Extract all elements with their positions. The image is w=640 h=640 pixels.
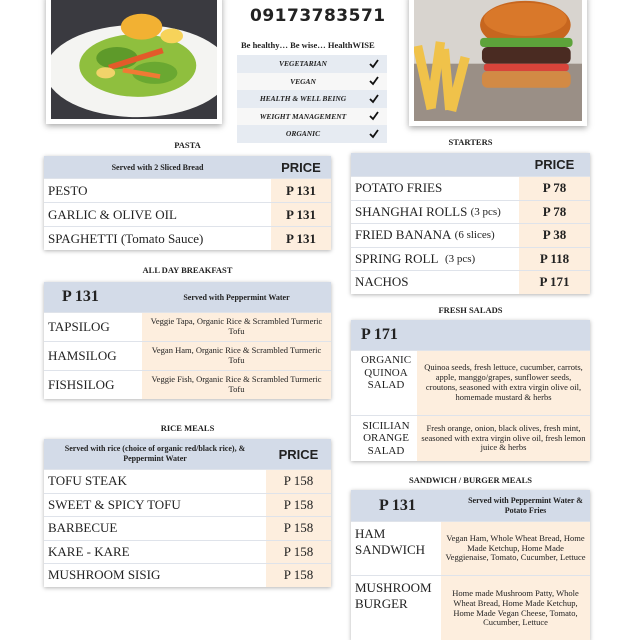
rice-table	[44, 439, 331, 587]
item-description: Quinoa seeds, fresh lettuce, cucumber, carrots, apple, manggo/grapes, sunflower seeds, croutons, seasoned with extra virgin olive oil, homemade mustard & herbs	[417, 351, 590, 415]
item-name: FISHSILOG	[48, 377, 115, 392]
item-name: SICILIAN ORANGE SALAD	[362, 419, 410, 457]
sandwich-title: SANDWICH / BURGER MEALS	[408, 475, 533, 485]
item-description: Home made Mushroom Patty, Whole Wheat Bread, Home Made Ketchup, Home Made Vegan Cheese, Tomato, Cucumber, Lettuce	[441, 576, 590, 640]
item-name: SPAGHETTI (Tomato Sauce)	[48, 230, 204, 246]
breakfast-price: P 131	[62, 288, 99, 305]
starters-table	[351, 153, 590, 294]
feature-label: VEGAN	[290, 76, 316, 86]
feature-item	[237, 90, 387, 108]
rice-note: Served with rice (choice of organic red/black rice), & Peppermint Water	[64, 444, 246, 463]
pasta-header	[44, 156, 331, 178]
pasta-title: PASTA	[174, 140, 201, 150]
feature-item	[237, 55, 387, 73]
item-description: Vegan Ham, Organic Rice & Scrambled Turmeric Tofu	[142, 342, 331, 370]
item-description: Vegan Ham, Whole Wheat Bread, Home Made Ketchup, Home Made Veggienaise, Tomato, Cucumber, Lettuce	[441, 522, 590, 575]
feature-item	[237, 73, 387, 91]
check-icon	[369, 94, 379, 104]
item-name-cell	[351, 248, 519, 271]
menu-row	[351, 176, 590, 200]
feature-label: ORGANIC	[285, 129, 321, 139]
pasta-table	[44, 156, 331, 250]
item-name: NACHOS	[355, 274, 409, 290]
menu-row	[351, 521, 590, 575]
item-price: P 118	[519, 248, 590, 271]
item-name: ORGANIC QUINOA SALAD	[360, 354, 412, 392]
item-name: TAPSILOG	[48, 319, 110, 334]
salads-price: P 171	[361, 326, 398, 343]
item-description: Veggie Fish, Organic Rice & Scrambled Turmeric Tofu	[142, 371, 331, 399]
check-icon	[369, 59, 379, 69]
menu-row	[44, 341, 331, 370]
item-price: P 131	[271, 203, 331, 226]
salads-table	[351, 320, 590, 461]
salads-header	[351, 320, 590, 350]
menu-row	[44, 469, 331, 493]
starters-header	[351, 153, 590, 176]
menu-row	[44, 226, 331, 250]
starters-price-label: PRICE	[534, 157, 575, 172]
item-price: P 78	[519, 201, 590, 224]
item-qty: (3 pcs)	[470, 205, 501, 218]
breakfast-note: Served with Peppermint Water	[183, 292, 290, 302]
pasta-note: Served with 2 Sliced Bread	[111, 162, 204, 172]
item-price: P 158	[266, 564, 331, 587]
item-name: KARE - KARE	[48, 543, 130, 559]
breakfast-table	[44, 282, 331, 399]
item-price: P 78	[519, 177, 590, 200]
menu-row	[351, 223, 590, 247]
burger-photo	[409, 0, 587, 126]
item-name: MUSHROOM SISIG	[48, 567, 161, 583]
feature-label: VEGETARIAN	[279, 59, 327, 69]
menu-row	[351, 270, 590, 294]
salads-title: FRESH SALADS	[438, 305, 503, 315]
item-price: P 131	[271, 227, 331, 250]
breakfast-header	[44, 282, 331, 312]
item-name: POTATO FRIES	[355, 180, 443, 196]
item-name: TOFU STEAK	[48, 473, 127, 489]
pasta-price-label: PRICE	[281, 159, 321, 175]
menu-row	[351, 350, 590, 415]
item-price: P 158	[266, 541, 331, 564]
menu-row	[44, 493, 331, 517]
menu-row	[351, 415, 590, 461]
menu-row	[44, 312, 331, 341]
feature-label: WEIGHT MANAGEMENT	[259, 111, 347, 121]
item-name: SPRING ROLL	[355, 250, 439, 266]
item-qty: (6 slices)	[454, 229, 495, 242]
item-name-cell	[351, 177, 519, 200]
item-name: GARLIC & OLIVE OIL	[48, 206, 177, 222]
item-name-cell	[351, 271, 519, 294]
menu-row	[44, 563, 331, 587]
item-name-cell	[351, 201, 519, 224]
item-name: FRIED BANANA	[355, 227, 452, 243]
item-description: Fresh orange, onion, black olives, fresh mint, seasoned with extra virgin olive oil, fresh lemon juice & herbs	[417, 416, 590, 461]
phone-number: 09173783571	[250, 6, 386, 26]
rice-title: RICE MEALS	[160, 423, 215, 433]
item-price: P 131	[271, 179, 331, 202]
item-name: SWEET & SPICY TOFU	[48, 496, 181, 512]
item-name: PESTO	[48, 182, 88, 198]
menu-row	[44, 370, 331, 399]
sandwich-price: P 131	[379, 496, 416, 514]
menu-row	[44, 540, 331, 564]
rice-header	[44, 439, 331, 469]
feature-label: HEALTH & WELL BEING	[259, 94, 347, 104]
starters-title: STARTERS	[448, 137, 493, 147]
item-qty: (3 pcs)	[444, 252, 476, 265]
salad-photo	[46, 0, 222, 124]
feature-item	[237, 108, 387, 126]
item-price: P 158	[266, 517, 331, 540]
check-icon	[369, 76, 379, 86]
item-price: P 38	[519, 224, 590, 247]
menu-row	[44, 178, 331, 202]
menu-row	[351, 200, 590, 224]
sandwich-header	[351, 490, 590, 521]
menu-row	[351, 247, 590, 271]
menu-row	[44, 516, 331, 540]
tagline: Be healthy… Be wise… HealthWISE	[241, 40, 375, 50]
item-price: P 158	[266, 494, 331, 517]
menu-row	[44, 202, 331, 226]
breakfast-title: ALL DAY BREAKFAST	[142, 265, 233, 275]
item-description: Veggie Tapa, Organic Rice & Scrambled Turmeric Tofu	[142, 313, 331, 341]
item-name: SHANGHAI ROLLS	[355, 203, 468, 219]
rice-price-label: PRICE	[278, 446, 319, 462]
item-name: MUSHROOM BURGER	[355, 580, 432, 611]
menu-row	[351, 575, 590, 640]
item-name-cell	[351, 224, 519, 247]
features-list	[237, 55, 387, 143]
item-name: HAM SANDWICH	[355, 526, 426, 557]
check-icon	[369, 111, 379, 121]
sandwich-note: Served with Peppermint Water & Potato Fries	[468, 495, 583, 515]
item-name: BARBECUE	[48, 520, 118, 536]
item-name: HAMSILOG	[48, 348, 117, 363]
item-price: P 171	[519, 271, 590, 294]
item-price: P 158	[266, 470, 331, 493]
sandwich-table	[351, 490, 590, 640]
